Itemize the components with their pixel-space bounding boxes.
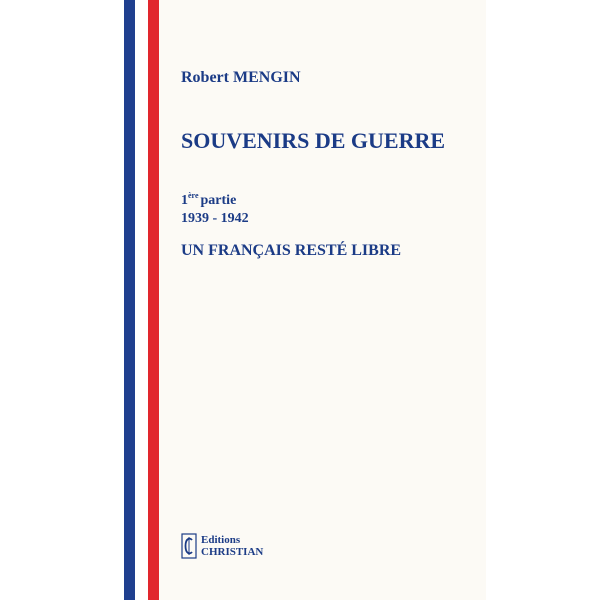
flag-stripe-white — [135, 0, 148, 600]
year-range: 1939 - 1942 — [181, 211, 249, 226]
publisher-line-editions: Editions — [201, 534, 241, 546]
flag-stripe-blue — [124, 0, 135, 600]
part-superscript: ère — [188, 191, 199, 200]
publisher-c-logo-icon — [181, 533, 197, 559]
publisher-name — [201, 534, 263, 558]
part-word: partie — [200, 193, 237, 208]
publisher-block — [181, 533, 263, 559]
book-cover — [124, 0, 486, 600]
book-title: SOUVENIRS DE GUERRE — [181, 128, 446, 153]
part-number: 1 — [181, 193, 188, 208]
author-name: Robert MENGIN — [181, 69, 301, 86]
flag-stripe-red — [148, 0, 159, 600]
book-subtitle: UN FRANÇAIS RESTÉ LIBRE — [181, 242, 402, 259]
publisher-line-christian: CHRISTIAN — [201, 546, 264, 558]
part-label — [181, 193, 236, 209]
